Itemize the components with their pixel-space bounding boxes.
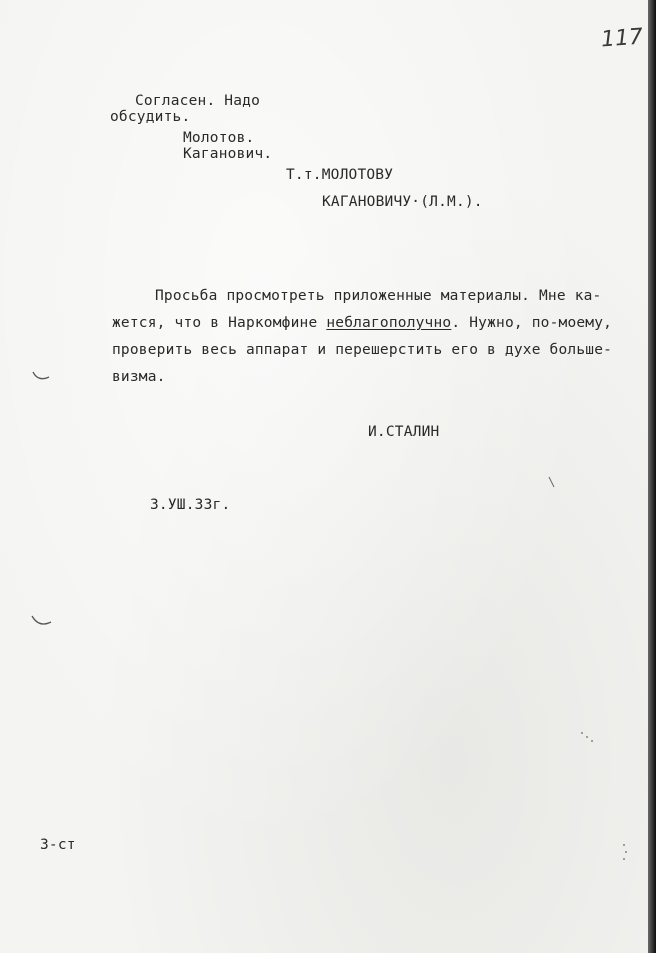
footer-note: 3-ст [40,837,76,853]
resolution-signer-kaganovich: Каганович. [183,146,273,162]
body-line-2-post: . Нужно, по-моему, [451,315,613,331]
document-date: 3.УШ.33г. [150,497,231,513]
addressee-line-1: Т.т.МОЛОТОВУ [286,167,394,183]
body-line-2 [112,314,612,332]
scan-edge-shadow [648,0,656,953]
body-line-2-pre: жется, что в Наркомфине [112,315,327,331]
body-underlined-word: неблагополучно [326,315,452,331]
resolution-line-1: Согласен. Надо [135,93,261,109]
signature: И.СТАЛИН [368,424,440,440]
body-line-1: Просьба просмотреть приложенные материалы. Мне ка- [155,288,602,304]
addressee-line-2: КАГАНОВИЧУ·(Л.М.). [322,194,483,210]
edge-dots [618,840,632,866]
punch-hole-mark-top [30,368,52,386]
punch-hole-mark-bottom [30,612,54,632]
scan-dots [578,728,598,748]
body-line-4: визма. [112,369,166,385]
speck-mark [546,474,558,492]
body-line-3: проверить весь аппарат и перешерстить его в духе больше- [112,342,613,358]
page-number: 117 [600,24,644,53]
resolution-signer-molotov: Молотов. [183,130,255,146]
resolution-line-2: обсудить. [110,109,191,125]
